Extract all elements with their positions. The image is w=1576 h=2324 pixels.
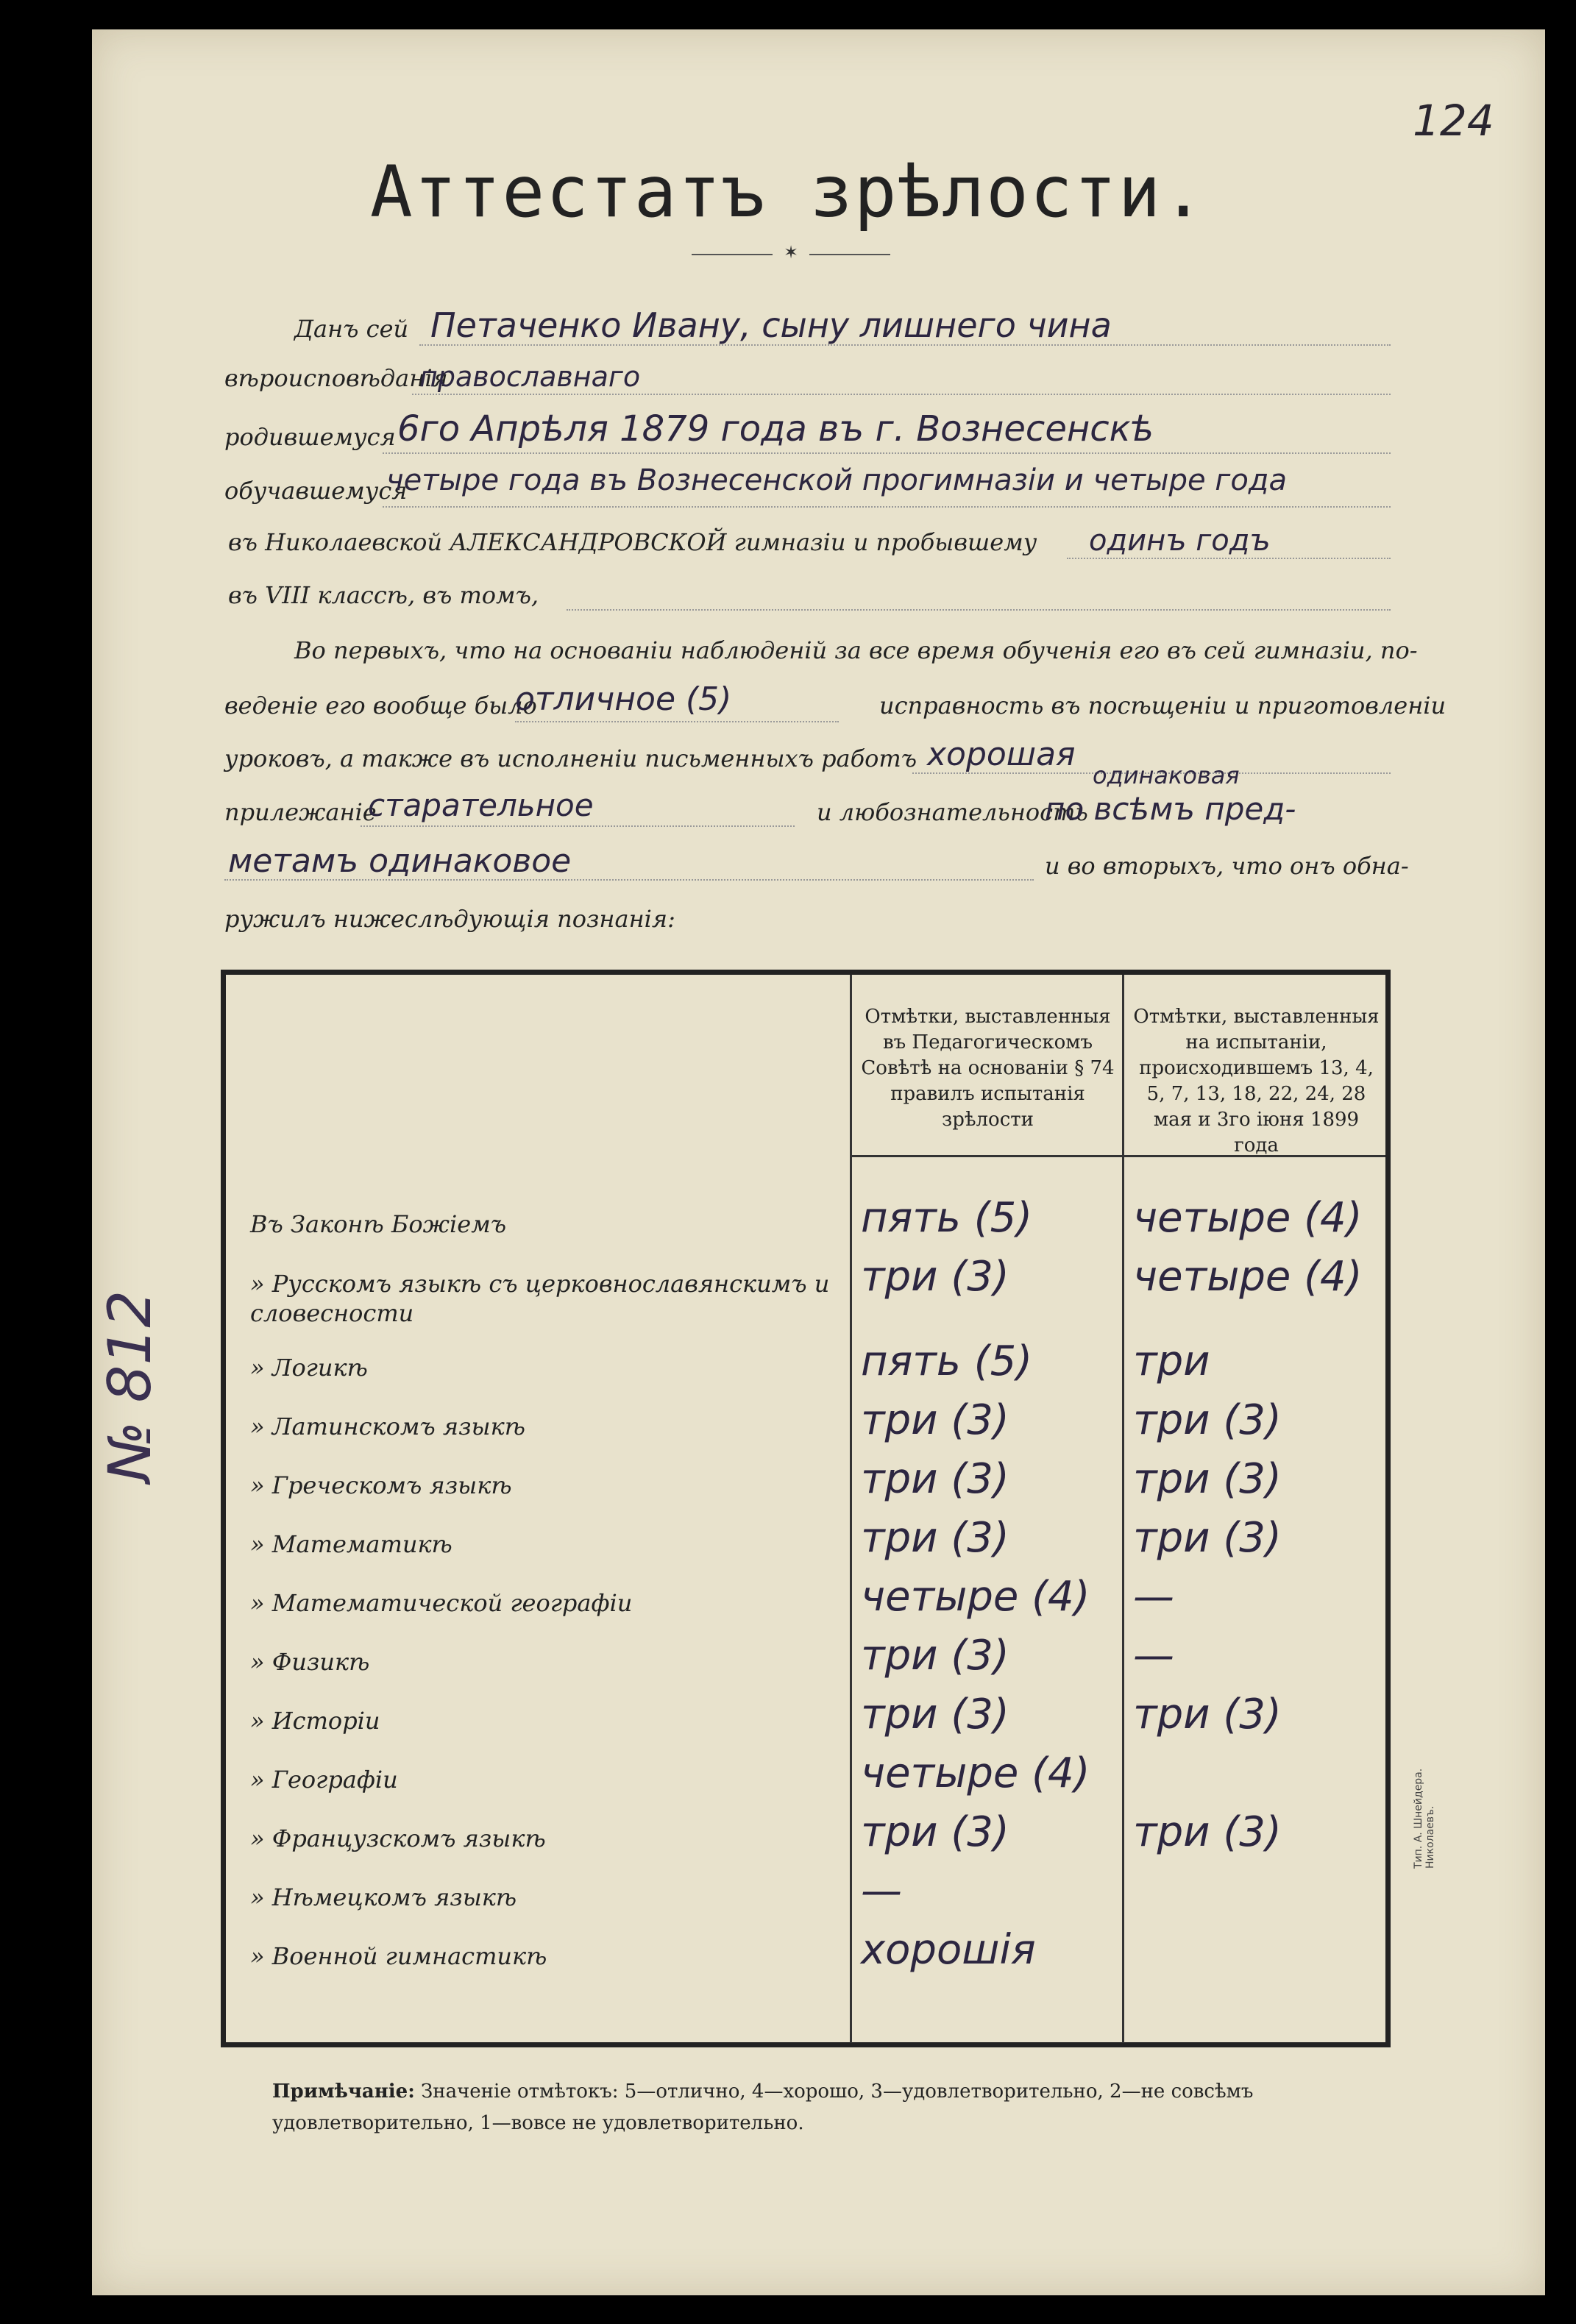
born-handwriting: 6го Апрѣля 1879 года въ г. Вознесенскѣ [397,408,1154,449]
given-handwriting: Петаченко Ивану, сыну лишнего чина [430,305,1112,345]
subject-name: » Латинскомъ языкѣ [250,1412,525,1440]
zeal-label: прилежаніе [224,798,377,826]
subject-name: » Военной гимнастикѣ [250,1942,547,1970]
council-mark: три (3) [861,1808,1009,1856]
exam-mark: три [1133,1337,1210,1385]
first-text: Во первыхъ, что на основаніи наблюденій за все время обученія его въ сей гимназіи, по- [294,636,1418,664]
knowledge-text: ружилъ нижеслѣдующія познанія: [224,905,675,933]
footnote [272,2076,1420,2139]
religion-underline [412,394,1391,395]
council-mark: три (3) [861,1253,1009,1301]
lessons-handwriting: хорошая [927,736,1076,773]
council-mark: четыре (4) [861,1573,1090,1621]
gymnasium-text: въ Николаевской АЛЕКСАНДРОВСКОЙ гимназіи и пробывшему [228,528,1037,556]
subject-name: » Географіи [250,1766,398,1794]
exam-mark: — [1133,1632,1174,1680]
born-underline [383,452,1391,454]
subject-name: » Греческомъ языкѣ [250,1471,512,1499]
subject-name: » Французскомъ языкѣ [250,1824,546,1852]
studied-underline [383,506,1391,508]
class-underline [567,609,1391,611]
subject-name: » Математической географіи [250,1589,633,1617]
diligence-text: исправность въ посѣщеніи и приготовленіи [879,692,1447,719]
exam-header: Отмѣтки, выставленныя на испытаніи, происходившемъ 13, 4, 5, 7, 13, 18, 22, 24, 28 мая и 3го іюня 1899 года [1133,1006,1380,1157]
born-label: родившемуся [224,423,396,451]
subject-name: » Физикѣ [250,1648,370,1676]
zeal-underline [361,825,795,827]
footnote-text: Значеніе отмѣтокъ: 5—отлично, 4—хорошо, 3—удовлетворительно, 2—не совсѣмъ удовлетворительно, 1—вовсе не удовлетворительно. [272,2080,1254,2134]
table-divider-2 [1122,975,1124,2043]
gymnasium-handwriting: одинъ годъ [1089,524,1271,558]
council-mark: — [861,1867,902,1915]
exam-mark: три (3) [1133,1455,1282,1503]
printer-mark: Тип. А. Шнейдера. Николаевъ. [1413,1768,1436,1869]
council-mark: три (3) [861,1514,1009,1562]
council-mark: три (3) [861,1396,1009,1444]
subject-name: » Математикѣ [250,1530,452,1558]
register-number-note: № 812 [96,1290,164,1482]
exam-mark: четыре (4) [1133,1253,1363,1301]
council-mark: пять (5) [861,1194,1033,1242]
subject-name: » Логикѣ [250,1354,368,1382]
second-text: и во вторыхъ, что онъ обна- [1045,852,1409,880]
exam-mark: три (3) [1133,1808,1282,1856]
zeal-handwriting: старательное [368,787,594,823]
class-text: въ VIII классѣ, въ томъ, [228,581,539,609]
exam-mark: три (3) [1133,1691,1282,1738]
exam-mark: — [1133,1573,1174,1621]
behavior-handwriting: отличное (5) [515,681,732,718]
curiosity-label: и любознательность [817,798,1088,826]
religion-label: вѣроисповѣданія [224,364,448,392]
behavior-label: веденіе его вообще было [224,692,537,719]
council-header: Отмѣтки, выставленныя въ Педагогическомъ Совѣтѣ на основаніи § 74 правилъ испытанія зрѣлости [861,1006,1115,1131]
footnote-label: Примѣчаніе: [272,2080,415,2103]
exam-mark: четыре (4) [1133,1194,1363,1242]
subject-name: » Русскомъ языкѣ съ церковнославянскимъ и словесности [250,1270,830,1327]
title-ornament: ✶ [692,246,890,261]
table-divider-1 [850,975,852,2043]
exam-mark: три (3) [1133,1396,1282,1444]
religion-handwriting: православнаго [419,360,641,393]
lessons-text: уроковъ, а также въ исполненіи письменныхъ работъ [224,745,917,772]
studied-label: обучавшемуся [224,477,408,505]
subject-name: » Исторіи [250,1707,380,1735]
council-mark: четыре (4) [861,1749,1090,1797]
subject-name: » Нѣмецкомъ языкѣ [250,1883,517,1911]
studied-handwriting: четыре года въ Вознесенской прогимназіи и четыре года [386,463,1287,497]
behavior-underline [515,721,839,722]
council-mark: три (3) [861,1632,1009,1680]
subject-name: Въ Законѣ Божіемъ [250,1210,507,1238]
page-number: 124 [1413,96,1494,146]
council-mark: три (3) [861,1455,1009,1503]
page-title: Аттестатъ зрѣлости. [369,151,1207,233]
council-mark: хорошія [861,1926,1036,1974]
exam-mark: три (3) [1133,1514,1282,1562]
council-mark: три (3) [861,1691,1009,1738]
curiosity-handwriting: по всѣмъ пред- [1045,791,1296,827]
subjects-handwriting: метамъ одинаковое [228,842,572,880]
given-label: Данъ сей [294,315,409,343]
gymnasium-underline [1067,558,1391,559]
curiosity-handwriting-above: одинаковая [1093,761,1240,789]
council-mark: пять (5) [861,1337,1033,1385]
